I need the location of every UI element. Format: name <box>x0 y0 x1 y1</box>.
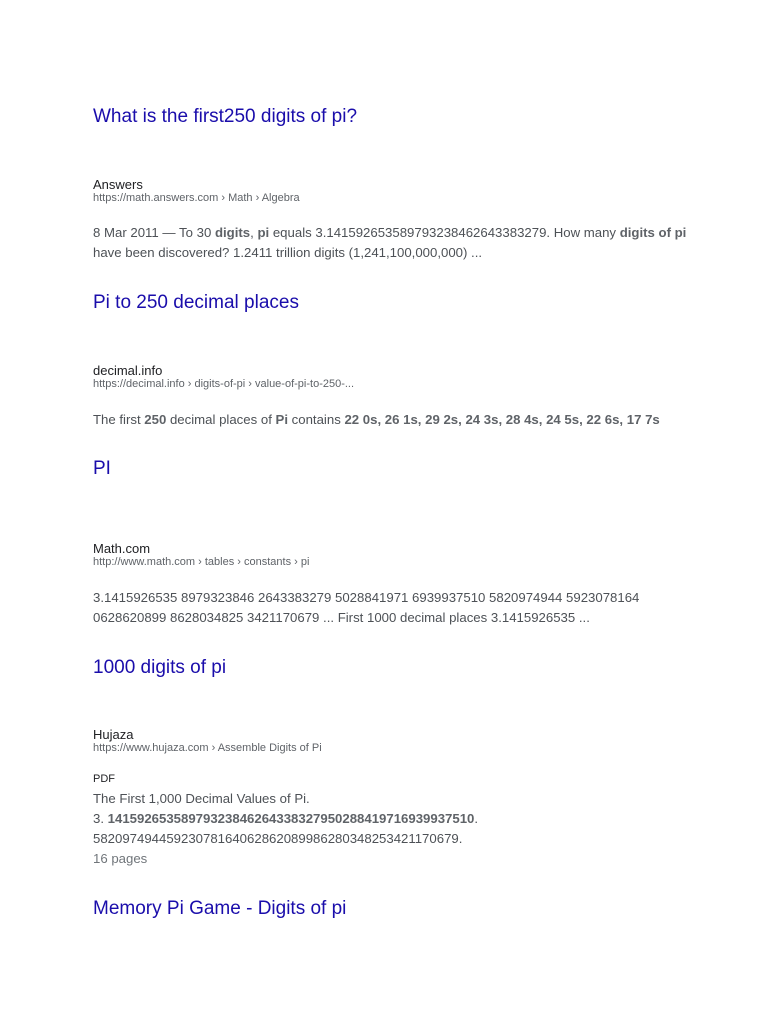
result-url[interactable]: https://decimal.info › digits-of-pi › value-of-pi-to-250-... <box>93 378 355 390</box>
result-site-name: Math.com <box>93 541 151 556</box>
result-site-name: decimal.info <box>93 363 163 378</box>
file-type-label: PDF <box>93 773 115 785</box>
result-snippet: 3.1415926535 8979323846 2643383279 5028841971 6939937510 5820974944 5923078164 0628620899 8628034825 3421170679 ... First 1000 decimal places 3.1415926535 ... <box>93 590 640 625</box>
result-site-name: Hujaza <box>93 727 134 742</box>
result-snippet: The First 1,000 Decimal Values of Pi. 3. 14159265358979323846264338327950288419716939937510. 58209749445923078164062862089986280348253421170679. 16 pages <box>93 789 693 869</box>
result-title-link[interactable]: Pi to 250 decimal places <box>93 292 299 313</box>
result-url[interactable]: https://www.hujaza.com › Assemble Digits of Pi <box>93 742 322 754</box>
result-snippet: 8 Mar 2011 — To 30 digits, pi equals 3.14159265358979323846264338327​9. How many digits of pi have been discovered? 1.2411 trillion digits (1,241,100,000,000) ... <box>93 225 687 260</box>
page-count: 16 pages <box>93 851 148 866</box>
result-title-link[interactable]: PI <box>93 458 111 479</box>
result-snippet: The first 250 decimal places of Pi contains 22 0s, 26 1s, 29 2s, 24 3s, 28 4s, 24 5s, 22 6s, 17 7s <box>93 412 660 427</box>
result-url[interactable]: http://www.math.com › tables › constants › pi <box>93 556 310 568</box>
snippet-date: 8 Mar 2011 — <box>93 225 180 240</box>
result-site-name: Answers <box>93 177 143 192</box>
result-title-link[interactable]: Memory Pi Game - Digits of pi <box>93 898 347 919</box>
result-title-link[interactable]: What is the first250 digits of pi? <box>93 106 358 127</box>
result-url[interactable]: https://math.answers.com › Math › Algebra <box>93 192 300 204</box>
result-title-link[interactable]: 1000 digits of pi <box>93 657 227 678</box>
